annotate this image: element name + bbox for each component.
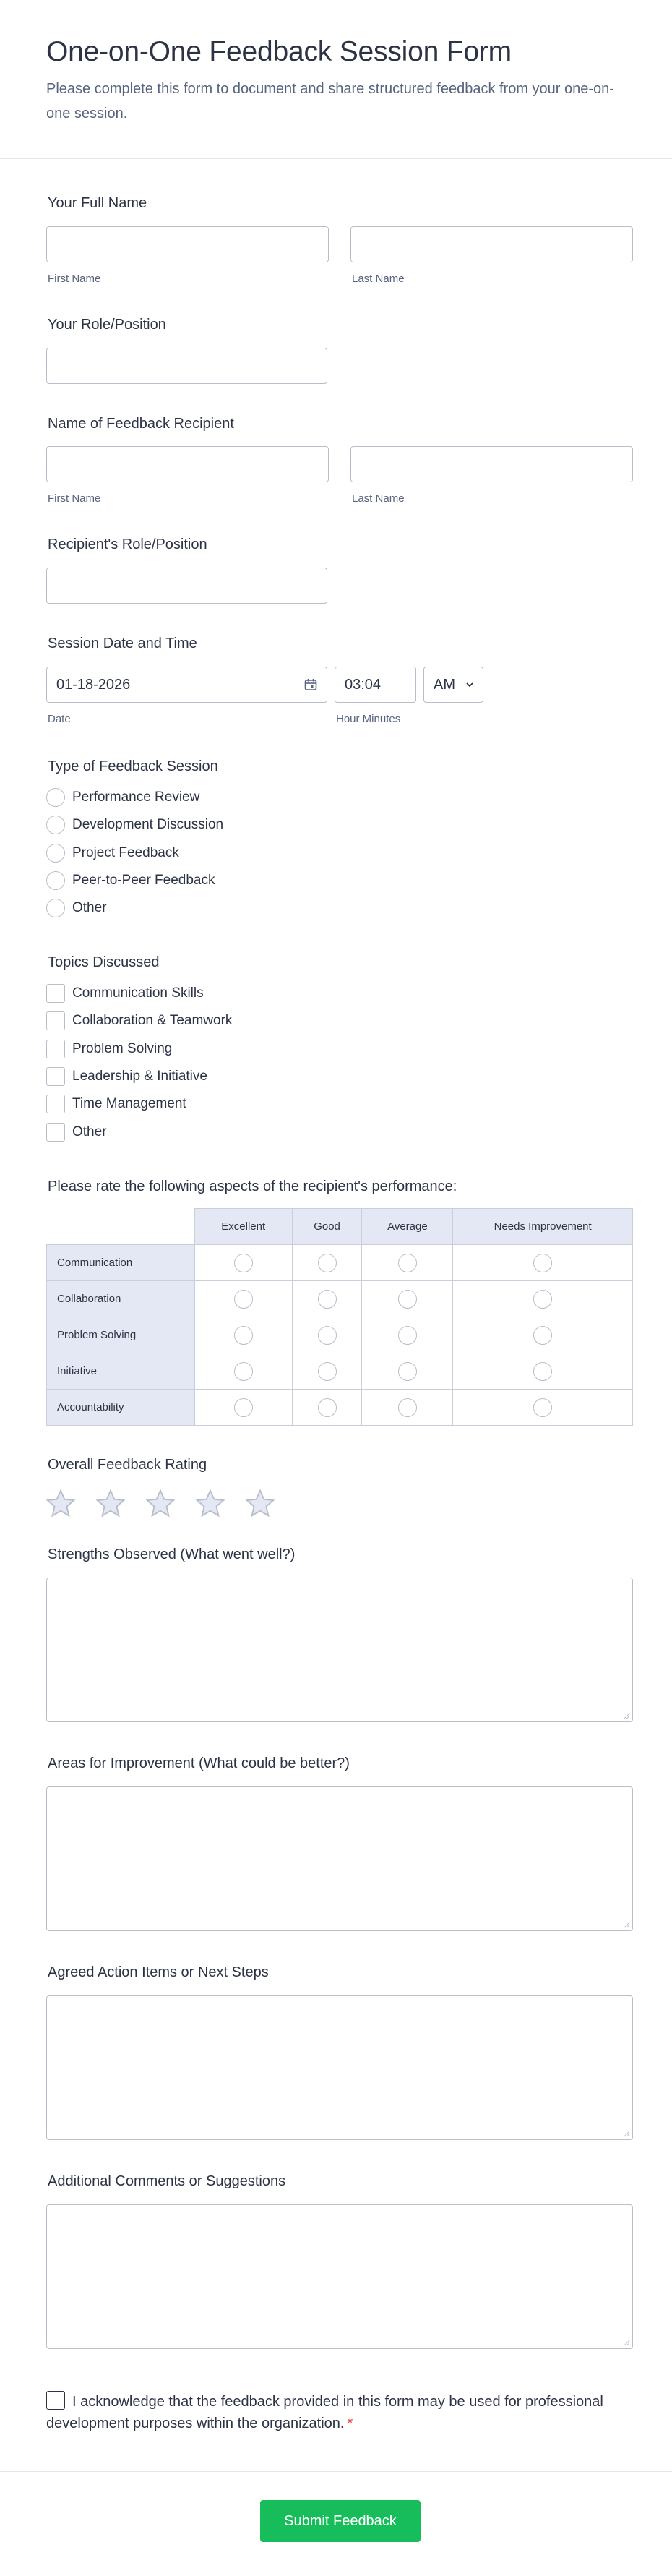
matrix-row [47,1353,633,1390]
acknowledge-text: I acknowledge that the feedback provided in this form may be used for professional development purposes within the organization. [46,2394,603,2431]
date-sublabel: Date [48,713,71,725]
matrix-row-label: Communication [47,1245,195,1281]
matrix-row [47,1390,633,1426]
last-name-input[interactable] [350,226,633,262]
matrix-radio[interactable] [533,1362,552,1381]
matrix-column-header: Average [362,1209,453,1245]
matrix-radio[interactable] [318,1326,337,1345]
option-label: Collaboration & Teamwork [72,1013,233,1028]
star-icon[interactable] [194,1488,226,1520]
role-input[interactable] [46,348,327,384]
option-label: Communication Skills [72,985,204,1001]
acknowledge-checkbox[interactable] [46,2391,65,2410]
matrix-radio[interactable] [318,1254,337,1272]
rating-matrix [46,1208,633,1426]
matrix-row-label: Problem Solving [47,1317,195,1353]
recipient-first-name-sublabel: First Name [48,492,101,505]
option-label: Performance Review [72,790,200,805]
option-label: Other [72,900,107,915]
recipient-first-name-input[interactable] [46,446,329,482]
matrix-row-label: Accountability [47,1390,195,1426]
matrix-radio[interactable] [318,1398,337,1417]
checkbox[interactable] [46,1011,65,1030]
option-label: Peer-to-Peer Feedback [72,873,215,888]
matrix-radio[interactable] [533,1326,552,1345]
matrix-radio[interactable] [533,1290,552,1309]
recipient-role-label: Recipient's Role/Position [48,536,207,552]
matrix-radio[interactable] [318,1290,337,1309]
radio-button[interactable] [46,899,65,917]
session-date-time-label: Session Date and Time [48,636,197,651]
session-type-option[interactable] [46,870,215,891]
action-items-textarea[interactable] [46,1995,633,2140]
star-icon[interactable] [45,1488,77,1520]
matrix-radio[interactable] [234,1362,253,1381]
star-rating [45,1488,294,1520]
first-name-input[interactable] [46,226,329,262]
comments-textarea[interactable] [46,2204,633,2349]
recipient-last-name-sublabel: Last Name [352,492,405,505]
matrix-label: Please rate the following aspects of the recipient's performance: [48,1178,457,1194]
matrix-corner [47,1209,195,1245]
matrix-radio[interactable] [234,1326,253,1345]
matrix-row [47,1317,633,1353]
session-type-option[interactable] [46,898,107,918]
footer-divider [0,2471,672,2472]
matrix-row-label: Initiative [47,1353,195,1390]
comments-label: Additional Comments or Suggestions [48,2173,286,2189]
option-label: Time Management [72,1096,186,1111]
matrix-radio[interactable] [234,1254,253,1272]
full-name-label: Your Full Name [48,195,147,211]
matrix-radio[interactable] [533,1254,552,1272]
resize-grip-icon[interactable] [623,1921,630,1928]
star-icon[interactable] [95,1488,126,1520]
improvement-textarea[interactable] [46,1786,633,1931]
radio-button[interactable] [46,844,65,863]
topic-option[interactable] [46,1011,232,1031]
matrix-column-header: Needs Improvement [453,1209,633,1245]
star-icon[interactable] [244,1488,276,1520]
session-date-value: 01-18-2026 [56,677,131,693]
chevron-down-icon [464,679,475,690]
option-label: Problem Solving [72,1041,173,1056]
radio-button[interactable] [46,816,65,834]
checkbox[interactable] [46,984,65,1003]
topic-option[interactable] [46,1094,186,1114]
matrix-radio[interactable] [398,1362,417,1381]
matrix-radio[interactable] [318,1362,337,1381]
session-type-option[interactable] [46,787,199,808]
checkbox[interactable] [46,1095,65,1113]
session-type-option[interactable] [46,815,223,835]
recipient-last-name-input[interactable] [350,446,633,482]
resize-grip-icon[interactable] [623,2130,630,2137]
resize-grip-icon[interactable] [623,2339,630,2346]
first-name-sublabel: First Name [48,273,101,285]
topic-option[interactable] [46,983,204,1004]
page-title: One-on-One Feedback Session Form [46,36,512,67]
strengths-textarea[interactable] [46,1578,633,1722]
session-date-input[interactable] [46,667,327,703]
overall-rating-label: Overall Feedback Rating [48,1457,207,1473]
option-label: Leadership & Initiative [72,1069,207,1084]
page-subtitle: Please complete this form to document and share structured feedback from your one-on-one session. [46,81,614,121]
radio-button[interactable] [46,788,65,807]
matrix-radio[interactable] [398,1290,417,1309]
matrix-row [47,1281,633,1317]
calendar-icon[interactable] [303,677,318,692]
topic-option[interactable] [46,1122,107,1142]
option-label: Development Discussion [72,817,224,832]
topics-label: Topics Discussed [48,954,160,970]
session-type-label: Type of Feedback Session [48,758,218,774]
matrix-row-label: Collaboration [47,1281,195,1317]
radio-button[interactable] [46,871,65,890]
last-name-sublabel: Last Name [352,273,405,285]
acknowledge-field [46,2391,624,2434]
resize-grip-icon[interactable] [623,1712,630,1719]
matrix-radio[interactable] [533,1398,552,1417]
ampm-value: AM [434,677,455,693]
required-mark: * [347,2415,353,2431]
topic-option[interactable] [46,1039,172,1059]
form-header [0,0,672,159]
checkbox[interactable] [46,1067,65,1086]
matrix-row [47,1245,633,1281]
matrix-radio[interactable] [398,1326,417,1345]
option-label: Other [72,1124,107,1139]
strengths-label: Strengths Observed (What went well?) [48,1546,296,1562]
recipient-name-label: Name of Feedback Recipient [48,416,234,432]
matrix-column-header: Good [292,1209,362,1245]
improvement-label: Areas for Improvement (What could be better?) [48,1755,350,1771]
session-type-option[interactable] [46,843,179,863]
checkbox[interactable] [46,1123,65,1142]
matrix-radio[interactable] [398,1254,417,1272]
matrix-column-header: Excellent [194,1209,292,1245]
matrix-radio[interactable] [234,1290,253,1309]
matrix-radio[interactable] [234,1398,253,1417]
checkbox[interactable] [46,1040,65,1058]
option-label: Project Feedback [72,845,179,860]
recipient-role-input[interactable] [46,568,327,604]
session-time-input[interactable]: 03:04 [335,667,416,703]
ampm-select[interactable] [423,667,483,703]
topic-option[interactable] [46,1066,207,1087]
matrix-radio[interactable] [398,1398,417,1417]
role-label: Your Role/Position [48,317,166,333]
submit-button[interactable]: Submit Feedback [260,2500,421,2542]
star-icon[interactable] [145,1488,176,1520]
action-items-label: Agreed Action Items or Next Steps [48,1964,269,1980]
time-sublabel: Hour Minutes [336,713,401,725]
